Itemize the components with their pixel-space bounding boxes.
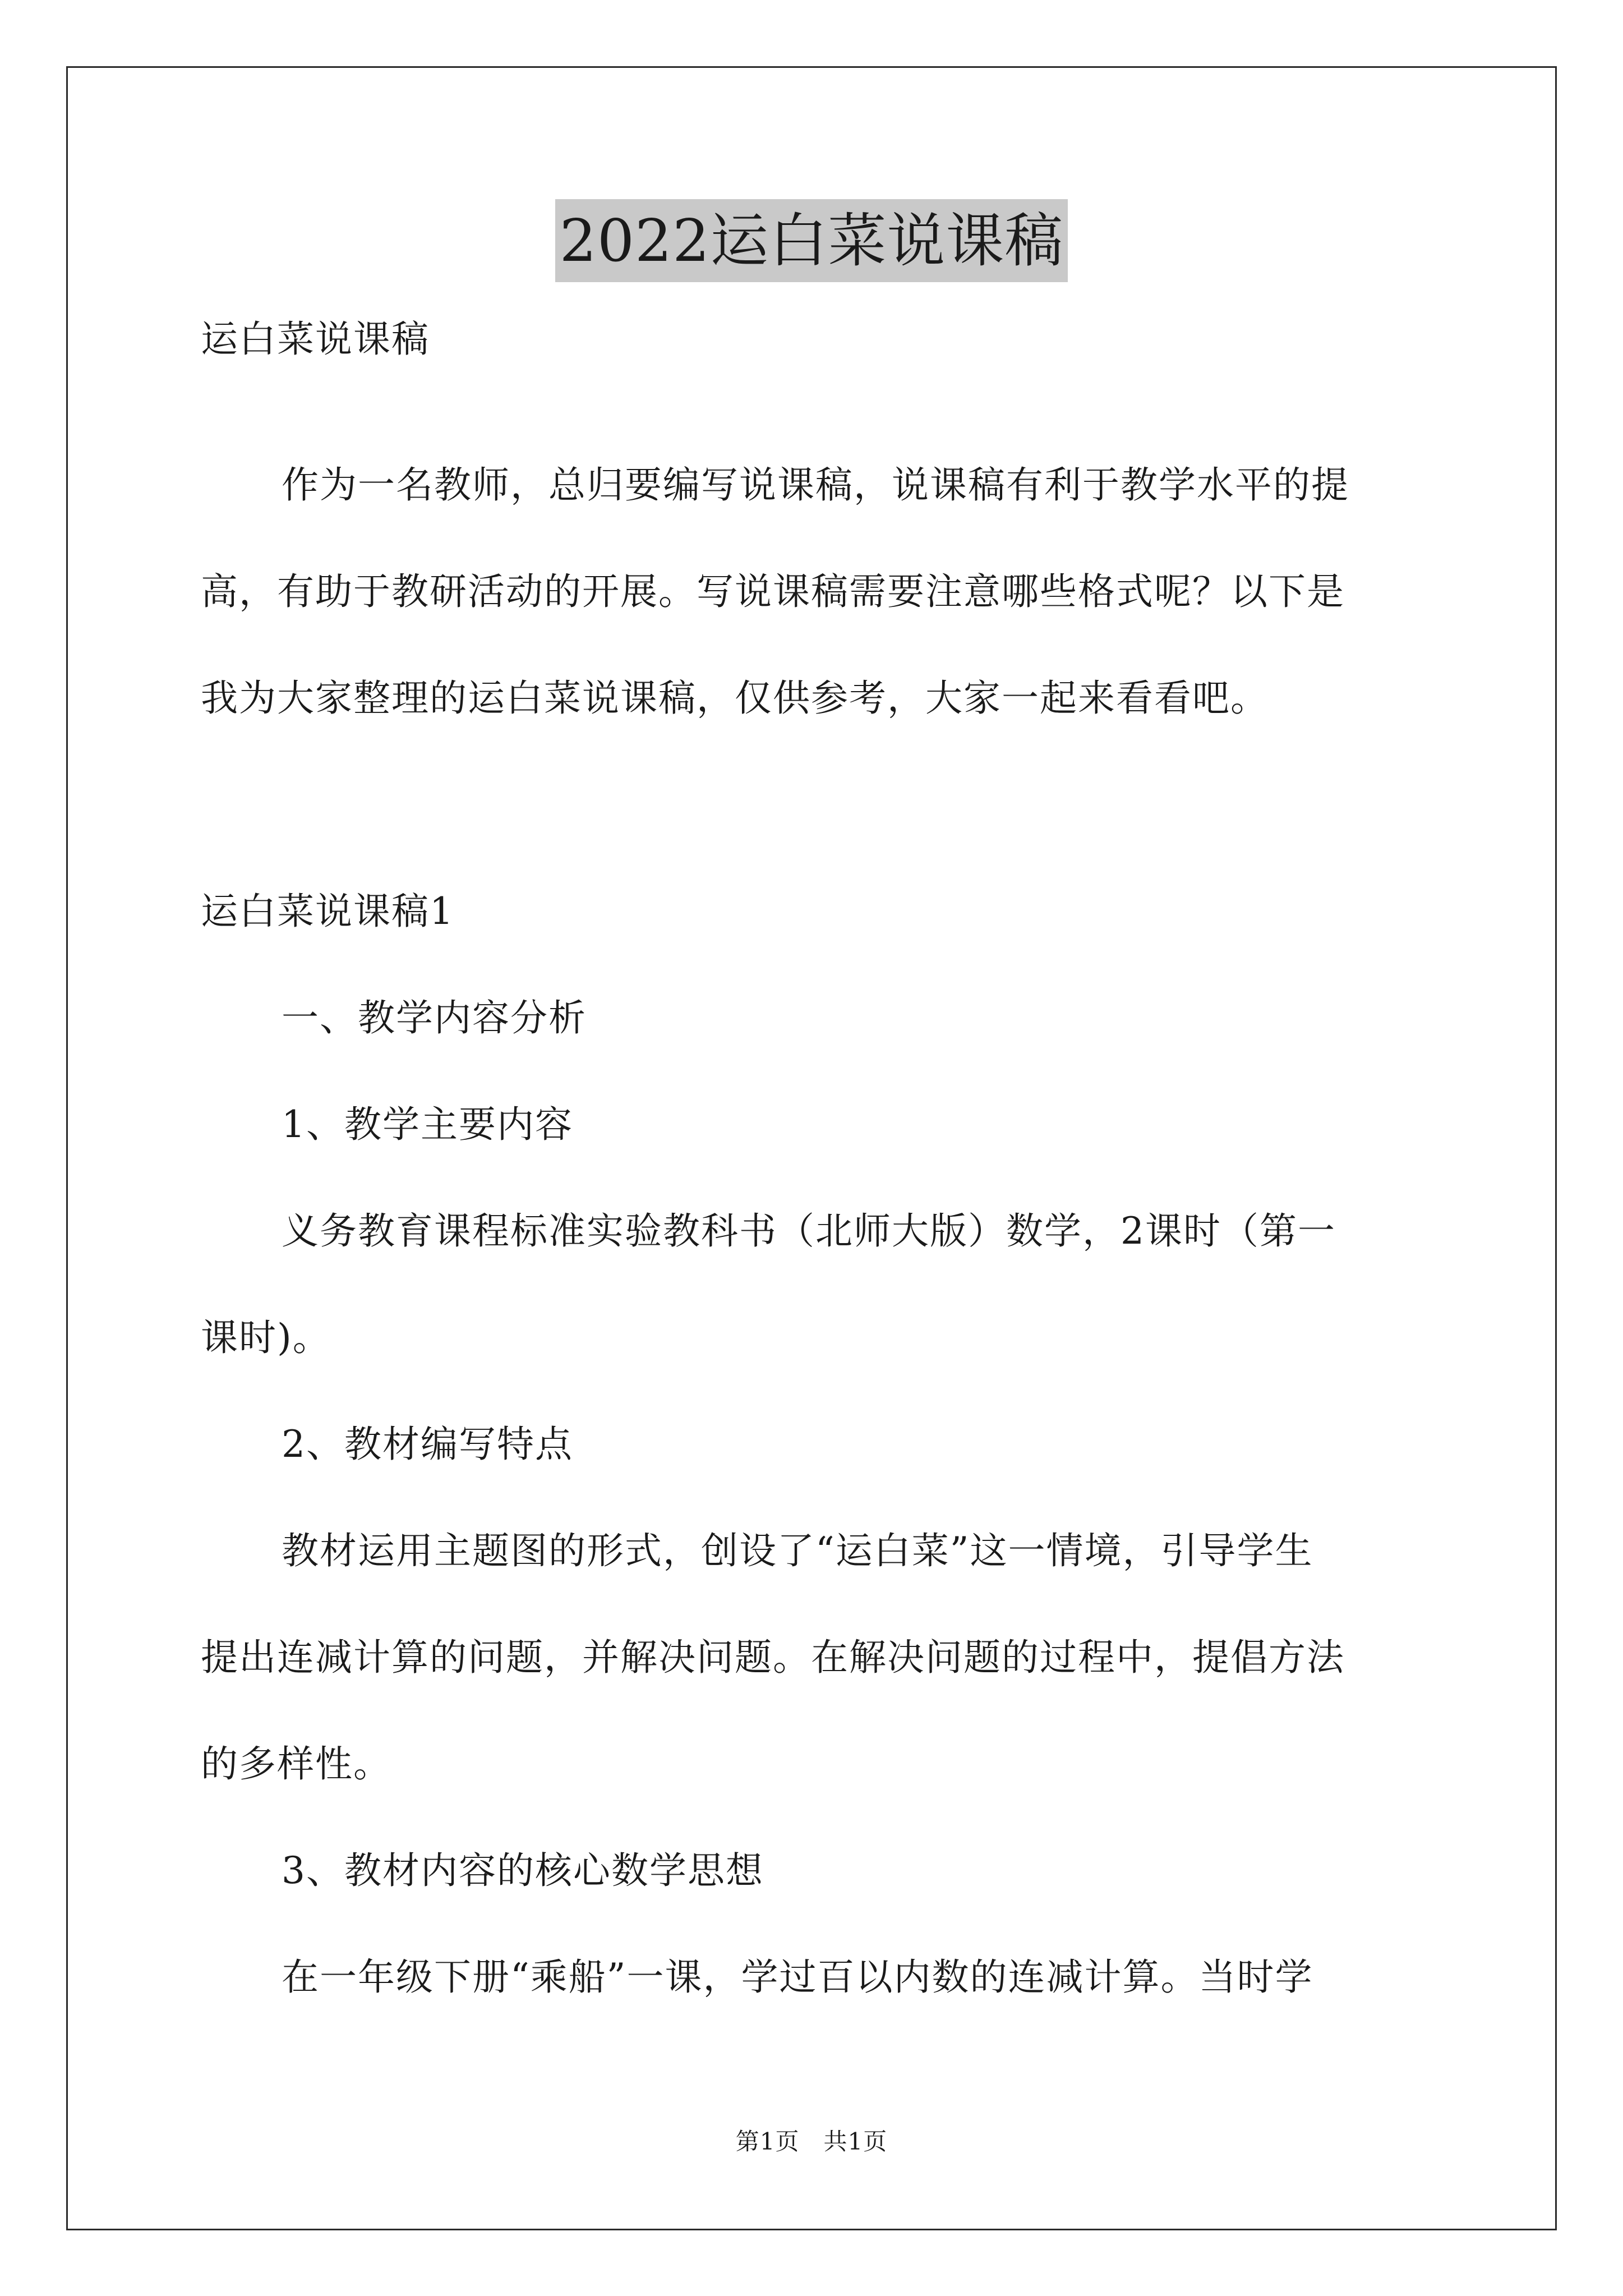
- item2-line-3: 的多样性。: [201, 1742, 391, 1786]
- item2-line-2: 提出连减计算的问题，并解决问题。在解决问题的过程中，提倡方法: [201, 1636, 1345, 1679]
- document-title: 2022运白菜说课稿: [555, 199, 1068, 282]
- intro-line-2: 高，有助于教研活动的开展。写说课稿需要注意哪些格式呢？以下是: [201, 570, 1345, 613]
- page-footer: 第1页 共1页: [735, 2128, 888, 2155]
- item1-line-1: 义务教育课程标准实验教科书（北师大版）数学，2课时（第一: [282, 1209, 1336, 1253]
- item2-heading: 2、教材编写特点: [282, 1423, 573, 1466]
- section-heading: 运白菜说课稿1: [201, 890, 454, 933]
- item1-line-2: 课时)。: [201, 1316, 331, 1359]
- title-block: [0, 199, 1623, 282]
- item2-line-1: 教材运用主题图的形式，创设了“运白菜”这一情境，引导学生: [282, 1529, 1313, 1572]
- subtitle: 运白菜说课稿: [201, 318, 430, 361]
- intro-line-1: 作为一名教师，总归要编写说课稿，说课稿有利于教学水平的提: [282, 463, 1349, 507]
- intro-line-3: 我为大家整理的运白菜说课稿，仅供参考，大家一起来看看吧。: [201, 677, 1269, 720]
- item3-heading: 3、教材内容的核心数学思想: [282, 1849, 764, 1892]
- item3-line-1: 在一年级下册“乘船”一课，学过百以内数的连减计算。当时学: [282, 1955, 1313, 1999]
- part-heading: 一、教学内容分析: [282, 996, 587, 1039]
- item1-heading: 1、教学主要内容: [282, 1103, 573, 1146]
